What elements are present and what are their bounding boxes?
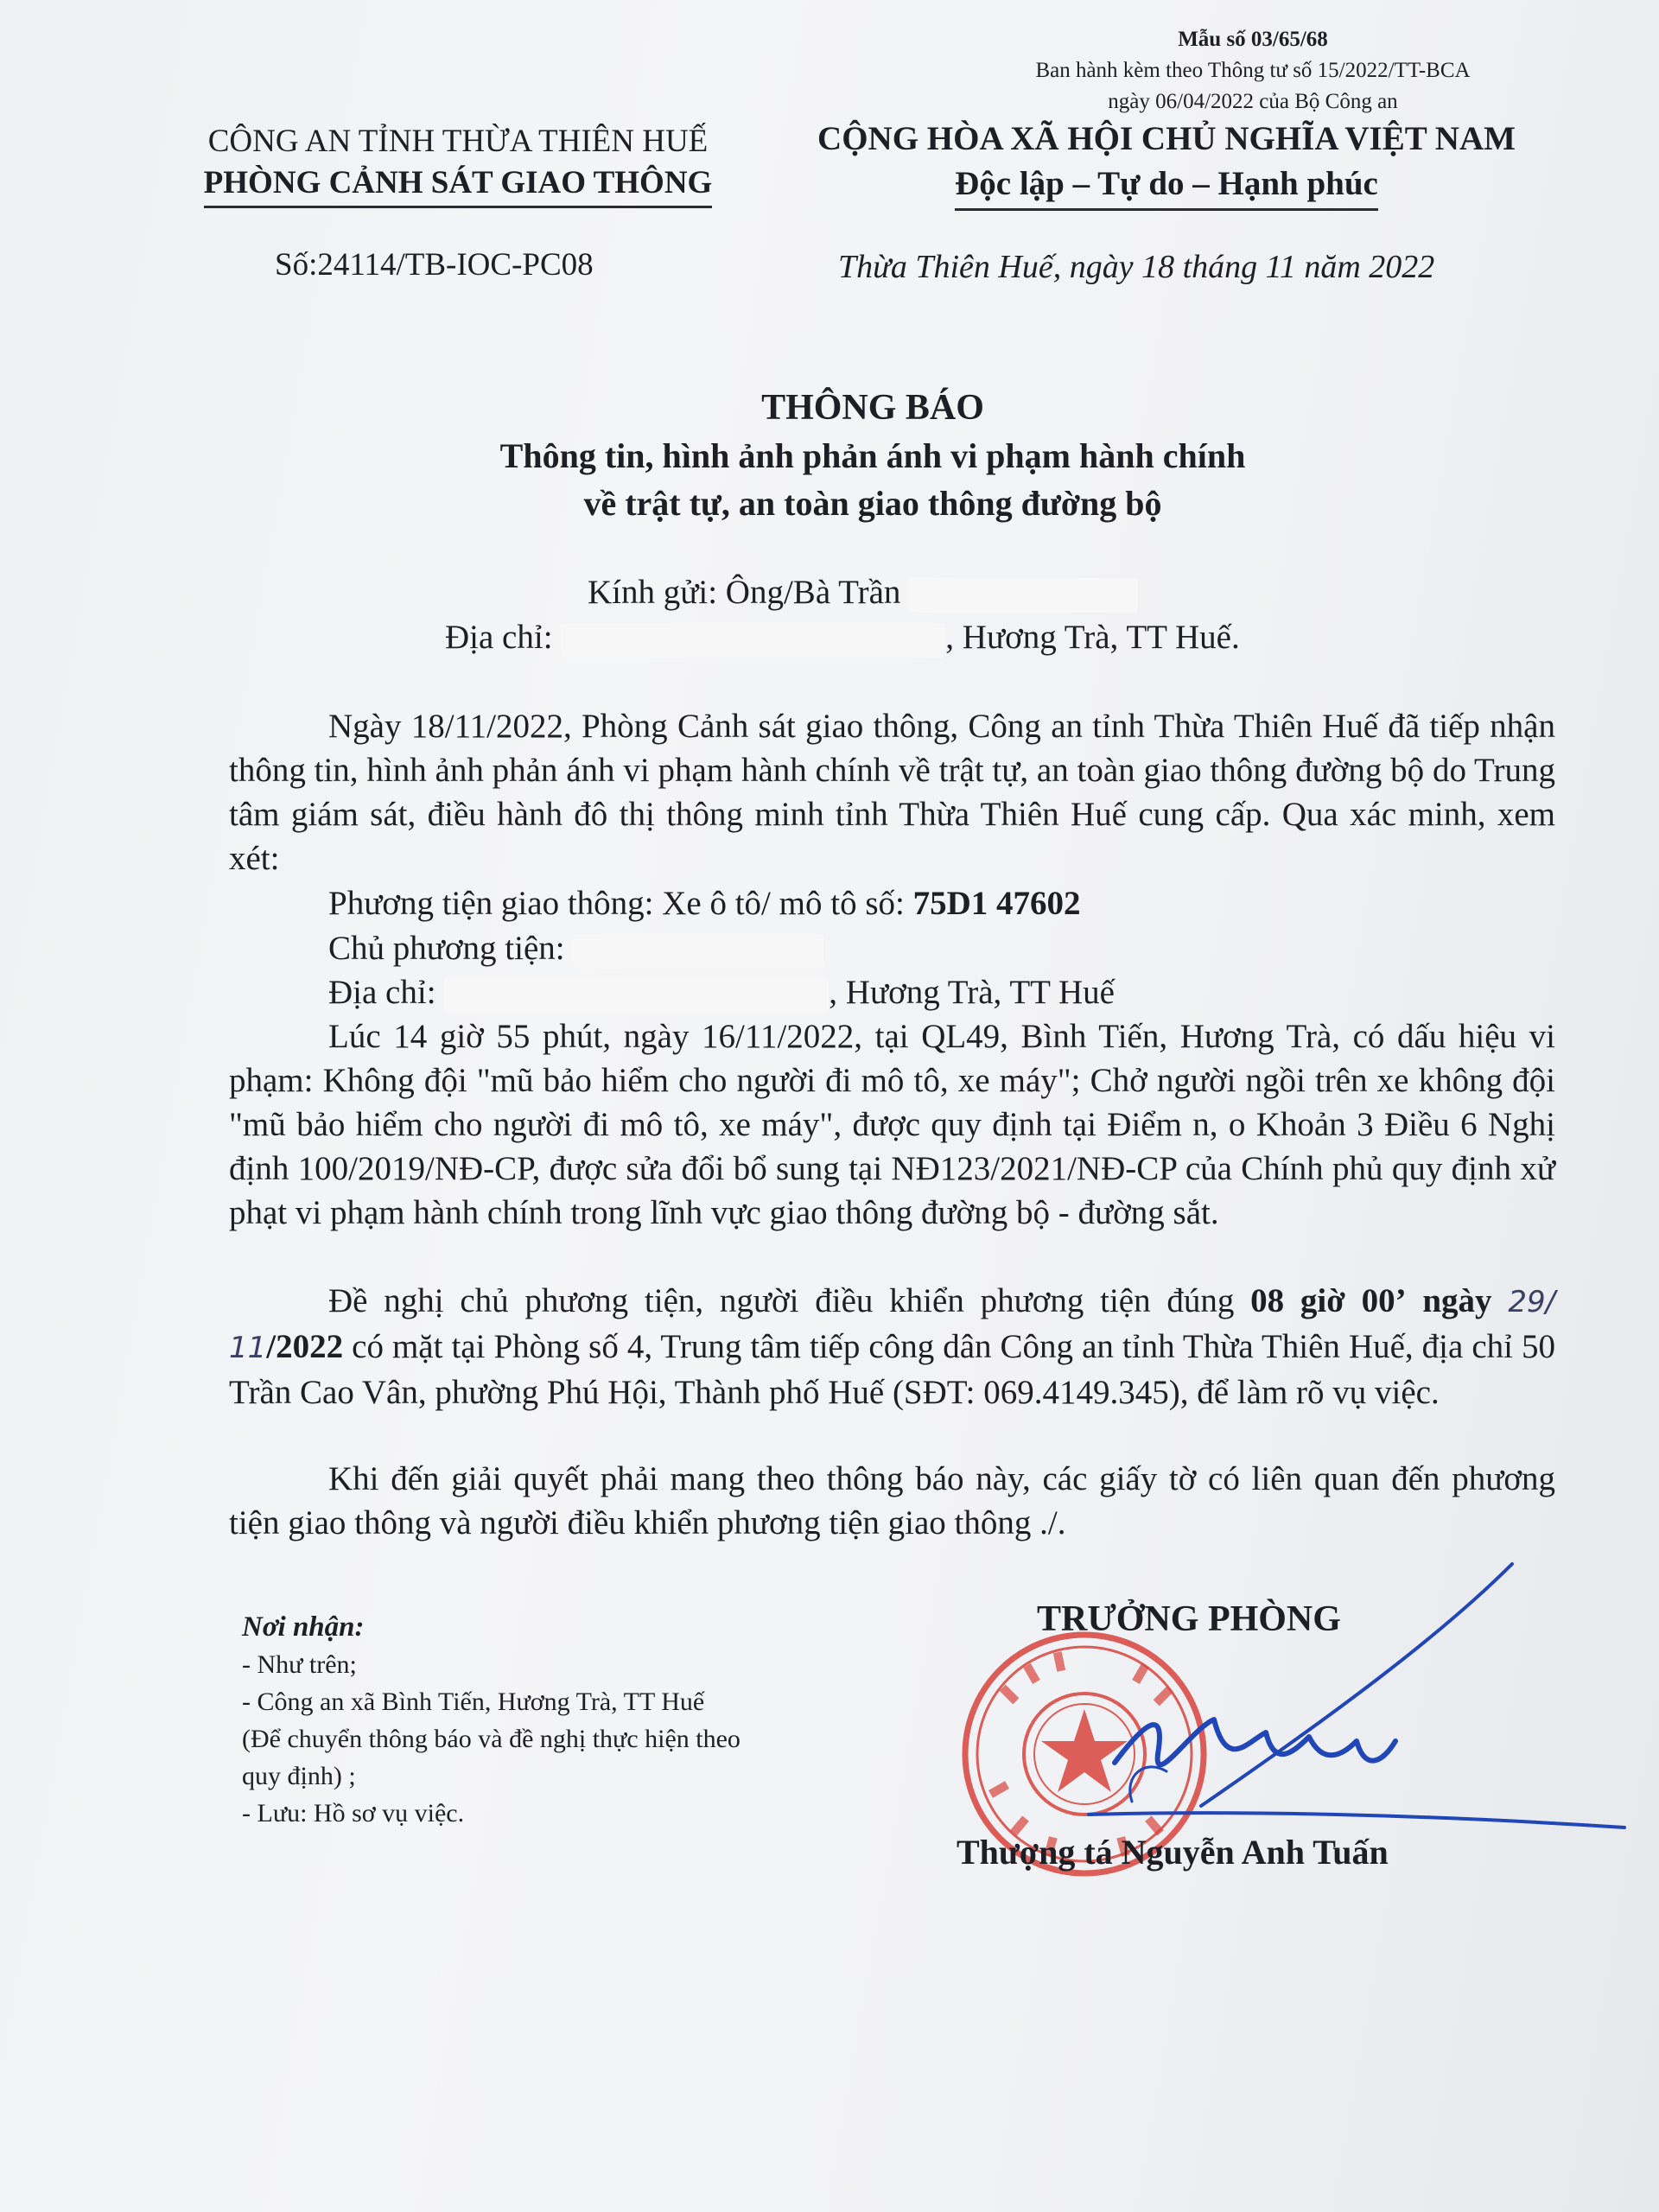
recipient-item: - Lưu: Hồ sơ vụ việc. [242,1799,465,1827]
signatory-position: TRƯỞNG PHÒNG [1037,1599,1341,1639]
agency-parent: CÔNG AN TỈNH THỪA THIÊN HUẾ [207,124,709,159]
owner-address-label: Địa chỉ: [328,974,436,1011]
title-sub-1: Thông tin, hình ảnh phản ánh vi phạm hành chính [499,436,1246,475]
signature-icon [1063,1555,1650,1866]
document-title [0,385,1659,527]
document-number: Số:24114/TB-IOC-PC08 [275,247,594,283]
recipients-list [242,1609,741,1832]
redacted-owner [573,934,823,969]
redacted-address [561,623,945,658]
agency-header [138,121,778,208]
address-label: Địa chỉ: [445,619,553,656]
recipient-item: - Như trên; [242,1650,357,1679]
recipient-address [445,615,1240,660]
owner-label: Chủ phương tiện: [328,930,565,967]
place-date: Thừa Thiên Huế, ngày 18 tháng 11 năm 2022 [838,249,1435,285]
p3-start: Đề nghị chủ phương tiện, người điều khiển phương tiện đúng [328,1282,1235,1319]
signatory-name: Thượng tá Nguyễn Anh Tuấn [957,1833,1389,1872]
body-paragraph-1: Ngày 18/11/2022, Phòng Cảnh sát giao thông, Công an tỉnh Thừa Thiên Huế đã tiếp nhận thông tin, hình ảnh phản ánh vi phạm hành chính về trật tự, an toàn giao thông đường bộ do Trung tâm giám sát, điều hành đô thị thông minh tỉnh Thừa Thiên Huế cung cấp. Qua xác minh, xem xét: [229,708,1555,877]
p3-time: 08 giờ 00’ [1250,1282,1407,1319]
license-plate: 75D1 47602 [912,885,1081,922]
redacted-owner-address [444,978,829,1013]
recipients-title: Nơi nhận: [242,1611,365,1643]
owner-line [328,926,823,970]
p3-rest: có mặt tại Phòng số 4, Trung tâm tiếp công dân Công an tỉnh Thừa Thiên Huế, địa chỉ 50 Trần Cao Vân, phường Phú Hội, Thành phố Huế (SĐT: 069.4149.345), để làm rõ vụ việc. [229,1328,1556,1411]
form-decree-line: Ban hành kèm theo Thông tư số 15/2022/TT-BCA [1035,59,1471,82]
vehicle-line [328,881,1081,925]
national-motto [778,117,1555,211]
owner-address-suffix: , Hương Trà, TT Huế [829,974,1115,1011]
address-suffix: , Hương Trà, TT Huế. [945,619,1240,656]
recipient-greeting: Kính gửi: Ông/Bà Trần [588,574,901,611]
agency-name: PHÒNG CẢNH SÁT GIAO THÔNG [204,162,713,208]
country-name: CỘNG HÒA XÃ HỘI CHỦ NGHĨA VIỆT NAM [817,120,1516,157]
body-paragraph-2: Lúc 14 giờ 55 phút, ngày 16/11/2022, tại QL49, Bình Tiến, Hương Trà, có dấu hiệu vi phạm: Không đội "mũ bảo hiểm cho người đi mô tô, xe máy"; Chở người ngồi trên xe không đội "mũ bảo hiểm cho người đi mô tô, xe máy", được quy định tại Điểm n, o Khoản 3 Điều 6 Nghị định 100/2019/NĐ-CP, được sửa đổi bổ sung tại NĐ123/2021/NĐ-CP của Chính phủ quy định xử phạt vi phạm hành chính trong lĩnh vực giao thông đường bộ - đường sắt. [229,1018,1555,1231]
title-main: THÔNG BÁO [761,388,984,428]
body-paragraph-4: Khi đến giải quyết phải mang theo thông báo này, các giấy tờ có liên quan đến phương tiện giao thông và người điều khiển phương tiện giao thông ./. [229,1460,1555,1541]
handwritten-date: 29/ 11 [229,1285,1556,1365]
redacted-name [909,578,1138,613]
recipient-item: (Để chuyển thông báo và đề nghị thực hiện theo [242,1725,741,1753]
recipient-item: - Công an xã Bình Tiến, Hương Trà, TT Huế [242,1688,705,1716]
recipient-line [588,570,1138,615]
motto-slogan: Độc lập – Tự do – Hạnh phúc [955,162,1378,211]
title-sub-2: về trật tự, an toàn giao thông đường bộ [583,484,1162,523]
form-date-line: ngày 06/04/2022 của Bộ Công an [1108,90,1398,113]
p3-day-label: ngày [1422,1282,1492,1319]
form-code-block [976,24,1529,118]
form-number: Mẫu số 03/65/68 [1178,28,1328,51]
body-paragraph-3 [229,1279,1555,1414]
owner-address-line [328,970,1115,1014]
vehicle-label: Phương tiện giao thông: Xe ô tô/ mô tô số: [328,885,905,922]
recipient-item: quy định) ; [242,1762,356,1790]
p3-year: /2022 [266,1328,344,1365]
